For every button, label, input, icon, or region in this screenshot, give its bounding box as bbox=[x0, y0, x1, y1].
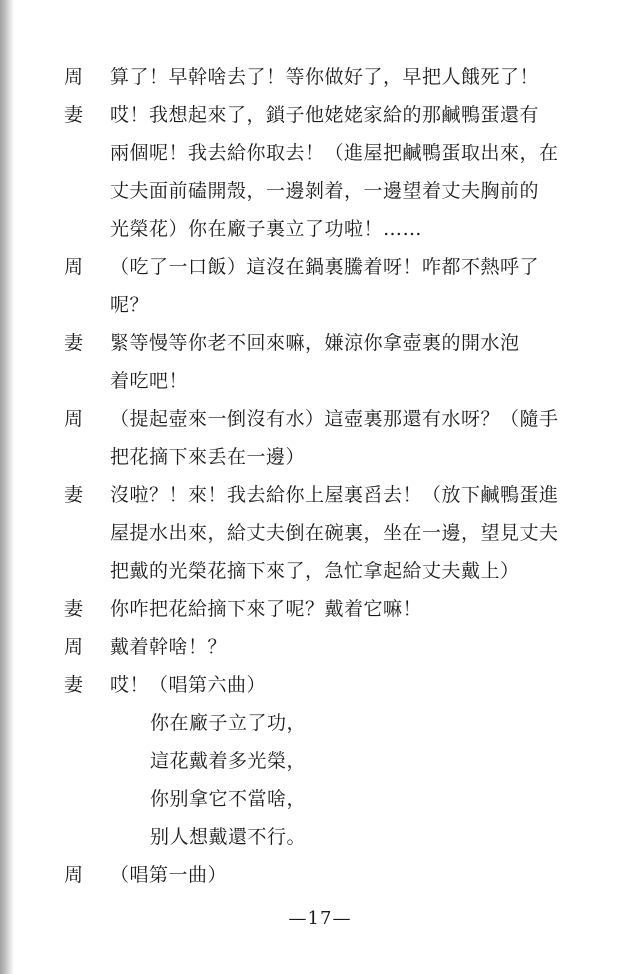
dialogue-line bbox=[64, 134, 584, 172]
dialogue-line bbox=[64, 362, 584, 400]
speaker-label: 周 bbox=[64, 256, 84, 278]
speaker-label: 妻 bbox=[64, 598, 84, 620]
line-text: 别人想戴還不行。 bbox=[150, 826, 307, 848]
speaker-label: 周 bbox=[64, 408, 84, 430]
line-text: 算了！早幹啥去了！等你做好了，早把人餓死了！ bbox=[110, 66, 540, 88]
dialogue-line bbox=[64, 248, 584, 286]
scan-shadow-edge bbox=[0, 0, 14, 974]
line-text: 把戴的光榮花摘下來了，急忙拿起給丈夫戴上） bbox=[110, 560, 520, 582]
dialogue-line bbox=[64, 628, 584, 666]
verse-line bbox=[64, 818, 584, 856]
line-text: （提起壺來一倒沒有水）這壺裏那還有水呀？（隨手 bbox=[110, 408, 559, 430]
speaker-label: 周 bbox=[64, 636, 84, 658]
dialogue-line bbox=[64, 286, 584, 324]
dialogue-line bbox=[64, 590, 584, 628]
line-text: 屋提水出來，給丈夫倒在碗裏，坐在一邊，望見丈夫 bbox=[110, 522, 559, 544]
dialogue-line bbox=[64, 210, 584, 248]
verse-line bbox=[64, 704, 584, 742]
dialogue-line bbox=[64, 856, 584, 894]
line-text: 你别拿它不當啥， bbox=[150, 788, 307, 810]
dialogue-line bbox=[64, 438, 584, 476]
dialogue-line bbox=[64, 400, 584, 438]
line-text: （唱第一曲） bbox=[110, 864, 228, 886]
line-text: 丈夫面前磕開殼，一邊剝着，一邊望着丈夫胸前的 bbox=[110, 180, 540, 202]
play-script-body bbox=[64, 58, 584, 894]
speaker-label: 妻 bbox=[64, 104, 84, 126]
line-text: 兩個呢！我去給你取去！（進屋把鹹鴨蛋取出來，在 bbox=[110, 142, 559, 164]
line-text: 這花戴着多光榮， bbox=[150, 750, 307, 772]
dialogue-line bbox=[64, 58, 584, 96]
speaker-label: 周 bbox=[64, 66, 84, 88]
line-text: （吃了一口飯）這沒在鍋裏騰着呀！咋都不熱呼了 bbox=[110, 256, 540, 278]
line-text: 你咋把花給摘下來了呢？戴着它嘛！ bbox=[110, 598, 423, 620]
dialogue-line bbox=[64, 666, 584, 704]
line-text: 你在廠子立了功， bbox=[150, 712, 307, 734]
line-text: 着吃吧！ bbox=[110, 370, 189, 392]
dialogue-line bbox=[64, 172, 584, 210]
dialogue-line bbox=[64, 514, 584, 552]
page-number: —17— bbox=[288, 908, 352, 929]
line-text: 哎！（唱第六曲） bbox=[110, 674, 267, 696]
dialogue-line bbox=[64, 324, 584, 362]
line-text: 把花摘下來丢在一邊） bbox=[110, 446, 306, 468]
dialogue-line bbox=[64, 476, 584, 514]
line-text: 呢？ bbox=[110, 294, 150, 316]
speaker-label: 妻 bbox=[64, 484, 84, 506]
line-text: 戴着幹啥！？ bbox=[110, 636, 228, 658]
line-text: 緊等慢等你老不回來嘛，嫌涼你拿壺裏的開水泡 bbox=[110, 332, 520, 354]
speaker-label: 妻 bbox=[64, 332, 84, 354]
line-text: 沒啦？！來！我去給你上屋裏舀去！（放下鹹鴨蛋進 bbox=[110, 484, 559, 506]
line-text: 光榮花）你在廠子裏立了功啦！…… bbox=[110, 218, 423, 240]
dialogue-line bbox=[64, 552, 584, 590]
speaker-label: 妻 bbox=[64, 674, 84, 696]
line-text: 哎！我想起來了，鎖子他姥姥家給的那鹹鴨蛋還有 bbox=[110, 104, 540, 126]
dialogue-line bbox=[64, 96, 584, 134]
speaker-label: 周 bbox=[64, 864, 84, 886]
verse-line bbox=[64, 780, 584, 818]
verse-line bbox=[64, 742, 584, 780]
